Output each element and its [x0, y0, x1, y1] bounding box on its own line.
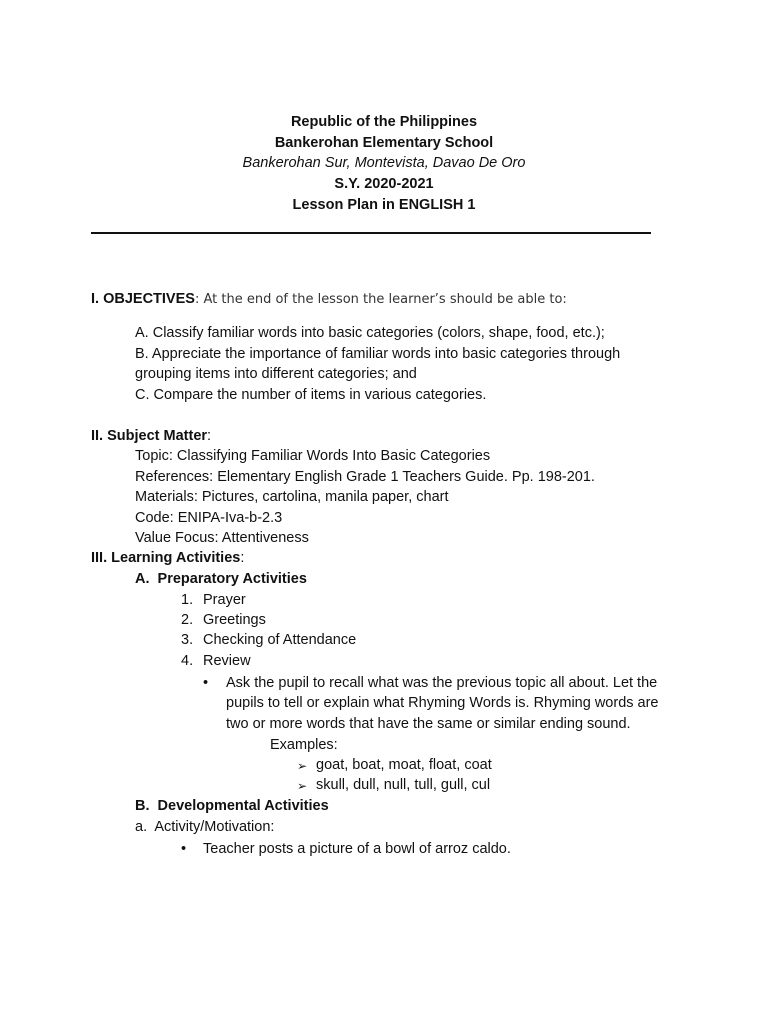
objectives-heading-line: [91, 289, 567, 310]
republic-line: Republic of the Philippines: [290, 114, 478, 130]
header-divider: [91, 232, 651, 234]
arrow-bullet-icon: ➢: [297, 779, 308, 793]
prep-item-number: 2.: [181, 612, 194, 628]
review-text-line2: pupils to tell or explain what Rhyming Words is. Rhyming words are: [226, 695, 659, 711]
objective-a: A. Classify familiar words into basic categories (colors, shape, food, etc.);: [135, 325, 605, 341]
objective-b-line2: grouping items into different categories; and: [135, 366, 417, 382]
subject-references: References: Elementary English Grade 1 Teachers Guide. Pp. 198-201.: [135, 469, 595, 485]
review-text-line3: two or more words that have the same or similar ending sound.: [226, 716, 631, 732]
school-year: S.Y. 2020-2021: [334, 176, 434, 192]
school-address: Bankerohan Sur, Montevista, Davao De Oro: [242, 155, 526, 171]
subject-heading: II. Subject Matter: [91, 428, 208, 444]
subject-code: Code: ENIPA-Iva-b-2.3: [135, 510, 283, 526]
subject-topic: Topic: Classifying Familiar Words Into Basic Categories: [135, 448, 491, 464]
objective-c: C. Compare the number of items in various categories.: [135, 387, 487, 403]
example-item: goat, boat, moat, float, coat: [316, 757, 492, 773]
learning-heading-line: [91, 548, 244, 568]
activity-motivation-label: a. Activity/Motivation:: [135, 819, 275, 835]
subject-value-focus: Value Focus: Attentiveness: [135, 530, 309, 546]
examples-label: Examples:: [270, 737, 338, 753]
arrow-bullet-icon: ➢: [297, 759, 308, 773]
objectives-intro: : At the end of the lesson the learner’s should be able to:: [194, 292, 567, 307]
prep-item-text: Greetings: [203, 612, 266, 628]
prep-item-number: 4.: [181, 653, 194, 669]
example-item: skull, dull, null, tull, gull, cul: [316, 777, 491, 793]
activity-bullet: •: [181, 841, 187, 857]
prep-item-text: Checking of Attendance: [203, 632, 357, 648]
developmental-heading: B. Developmental Activities: [135, 798, 329, 814]
review-text-line1: Ask the pupil to recall what was the previous topic all about. Let the: [226, 675, 658, 691]
activity-text: Teacher posts a picture of a bowl of arroz caldo.: [203, 841, 511, 857]
school-name: Bankerohan Elementary School: [274, 135, 494, 151]
learning-heading: III. Learning Activities: [91, 550, 241, 566]
prep-item-text: Prayer: [203, 592, 246, 608]
subject-materials: Materials: Pictures, cartolina, manila paper, chart: [135, 489, 449, 505]
objectives-heading: I. OBJECTIVES: [91, 291, 195, 307]
lesson-plan-title: Lesson Plan in ENGLISH 1: [292, 197, 476, 213]
prep-item: [181, 651, 251, 671]
subject-colon: :: [207, 428, 212, 444]
prep-item: [181, 630, 356, 650]
prep-item-text: Review: [203, 653, 251, 669]
learning-colon: :: [240, 550, 245, 566]
review-bullet: •: [203, 675, 209, 691]
prep-item: [181, 590, 246, 610]
objective-b-line1: B. Appreciate the importance of familiar words into basic categories through: [135, 346, 621, 362]
prep-item: [181, 610, 266, 630]
subject-heading-line: [91, 426, 211, 446]
prep-item-number: 3.: [181, 632, 194, 648]
prep-item-number: 1.: [181, 592, 194, 608]
preparatory-heading: A. Preparatory Activities: [135, 571, 307, 587]
